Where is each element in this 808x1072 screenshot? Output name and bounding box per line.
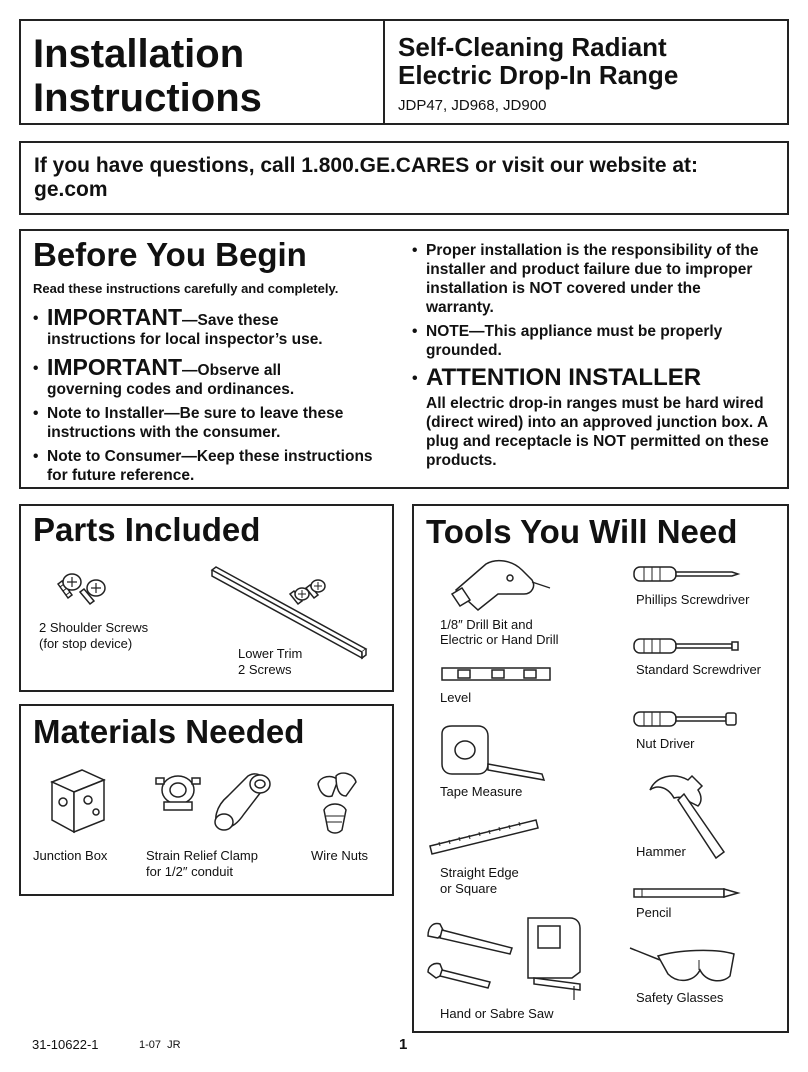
before-you-begin-right-list xyxy=(412,241,772,365)
doc-title-line2: Instructions xyxy=(33,76,262,120)
attention-heading: ATTENTION INSTALLER xyxy=(426,364,702,391)
doc-number: 31-10622-1 xyxy=(32,1037,99,1052)
material-label-clamp-2: for 1/2″ conduit xyxy=(146,864,233,879)
tool-label-straight-2: or Square xyxy=(440,881,498,896)
part-label-trim-1: Lower Trim xyxy=(238,646,303,661)
product-name-line2: Electric Drop-In Range xyxy=(398,60,679,90)
tape-measure-icon xyxy=(438,724,548,784)
list-item: • Note to Installer—Be sure to leave these instructions with the consumer. xyxy=(33,404,383,442)
attention-text: All electric drop-in ranges must be hard wired (direct wired) into an approved junction box. A plug and receptacle is NOT permitted on these products. xyxy=(426,395,769,469)
drill-icon xyxy=(448,556,552,616)
attention-bullet: • xyxy=(412,370,418,387)
material-label-clamp-1: Strain Relief Clamp xyxy=(146,848,258,863)
part-label-screws-1: 2 Shoulder Screws xyxy=(39,620,149,635)
safety-glasses-icon xyxy=(628,940,738,988)
straight-edge-icon xyxy=(428,816,540,860)
material-label-wire-nuts: Wire Nuts xyxy=(311,848,369,863)
list-item: • Proper installation is the responsibility of the installer and product failure due to improper installation is NOT covered under the warranty. xyxy=(412,241,772,317)
contact-line1: If you have questions, call 1.800.GE.CARES or visit our website at: xyxy=(34,154,699,177)
tool-label-standard: Standard Screwdriver xyxy=(636,662,761,677)
tool-label-glasses: Safety Glasses xyxy=(636,990,724,1005)
tool-label-tape: Tape Measure xyxy=(440,784,523,799)
saw-icon xyxy=(424,908,590,1004)
before-you-begin-intro: Read these instructions carefully and completely. xyxy=(33,281,339,296)
tool-label-pencil: Pencil xyxy=(636,905,672,920)
shoulder-screws-icon xyxy=(52,570,116,610)
list-item: • IMPORTANT—Save these instructions for local inspector’s use. xyxy=(33,304,383,349)
standard-screwdriver-icon xyxy=(632,636,740,656)
strain-relief-clamp-icon xyxy=(150,762,280,842)
phillips-screwdriver-icon xyxy=(632,564,740,584)
tools-heading: Tools You Will Need xyxy=(426,513,738,550)
part-label-trim-2: 2 Screws xyxy=(238,662,292,677)
date-code: 1-07 JR xyxy=(139,1039,181,1051)
pencil-icon xyxy=(632,886,742,900)
contact-line2: ge.com xyxy=(34,178,108,201)
parts-included-heading: Parts Included xyxy=(33,511,261,548)
list-item: • Note to Consumer—Keep these instructions for future reference. xyxy=(33,447,383,485)
before-you-begin-heading: Before You Begin xyxy=(33,236,307,273)
materials-needed-heading: Materials Needed xyxy=(33,713,305,750)
tool-label-level: Level xyxy=(440,690,472,705)
before-you-begin-left-list xyxy=(33,304,383,490)
list-item: • NOTE—This appliance must be properly grounded. xyxy=(412,322,772,360)
tool-label-straight-1: Straight Edge xyxy=(440,865,519,880)
tool-label-hammer: Hammer xyxy=(636,844,686,859)
wire-nuts-icon xyxy=(314,770,364,842)
list-item: • IMPORTANT—Observe all governing codes and ordinances. xyxy=(33,354,383,399)
tool-label-drill-1: 1/8″ Drill Bit and xyxy=(440,617,533,632)
part-label-screws-2: (for stop device) xyxy=(39,636,133,651)
level-icon xyxy=(440,664,554,686)
tool-label-saw: Hand or Sabre Saw xyxy=(440,1006,554,1021)
nut-driver-icon xyxy=(632,708,740,730)
doc-title-line1: Installation xyxy=(33,32,245,76)
model-numbers: JDP47, JD968, JD900 xyxy=(398,97,547,114)
page-number: 1 xyxy=(399,1036,408,1053)
product-name-line1: Self-Cleaning Radiant xyxy=(398,32,667,62)
tool-label-phillips: Phillips Screwdriver xyxy=(636,592,750,607)
tool-label-drill-2: Electric or Hand Drill xyxy=(440,632,559,647)
header-divider xyxy=(383,20,385,124)
material-label-junction-box: Junction Box xyxy=(33,848,108,863)
tool-label-nut-driver: Nut Driver xyxy=(636,736,695,751)
junction-box-icon xyxy=(48,766,108,836)
